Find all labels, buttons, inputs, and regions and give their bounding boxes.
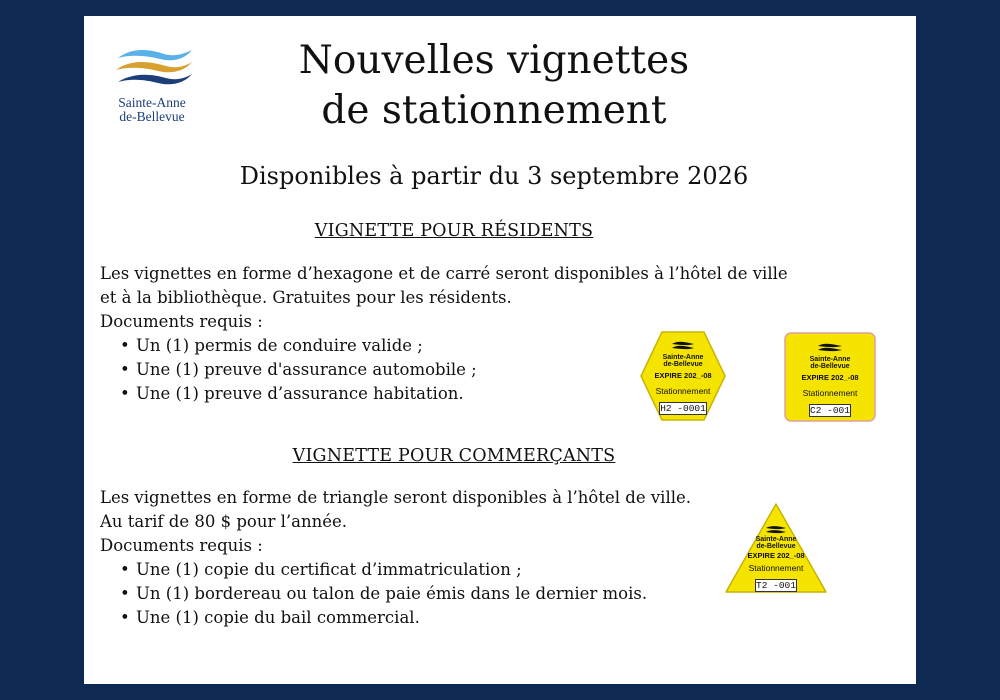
square-sticker bbox=[784, 332, 876, 422]
list-item: • Un (1) bordereau ou talon de paie émis dans le dernier mois. bbox=[120, 582, 720, 606]
sticker-code: H2 -0001 bbox=[660, 403, 706, 414]
sticker-parking: Stationnement bbox=[748, 563, 804, 573]
logo-line-1: Sainte-Anne bbox=[118, 95, 186, 110]
logo-line-2: de-Bellevue bbox=[119, 109, 185, 124]
merchants-doc-list bbox=[100, 558, 720, 630]
hexagon-sticker bbox=[640, 330, 726, 422]
sticker-parking: Stationnement bbox=[802, 388, 858, 398]
sticker-town bbox=[784, 356, 876, 370]
triangle-sticker bbox=[724, 502, 828, 594]
sticker-town-line-2: de-Bellevue bbox=[810, 363, 850, 370]
sticker-town bbox=[724, 536, 828, 550]
merchants-section bbox=[100, 486, 720, 630]
sticker-town-line-2: de-Bellevue bbox=[756, 543, 796, 550]
merchants-line-1: Les vignettes en forme de triangle seront disponibles à l’hôtel de ville. bbox=[100, 488, 692, 507]
sticker-expire: EXPIRE 202_-08 bbox=[654, 371, 712, 380]
sticker-town-line-1: Sainte-Anne bbox=[662, 354, 704, 361]
availability-subtitle: Disponibles à partir du 3 septembre 2026 bbox=[239, 162, 749, 190]
residents-line-1: Les vignettes en forme d’hexagone et de carré seront disponibles à l’hôtel de ville bbox=[100, 264, 788, 283]
list-item: • Une (1) preuve d'assurance automobile ; bbox=[120, 358, 800, 382]
list-item: • Une (1) copie du bail commercial. bbox=[120, 606, 720, 630]
residents-docs-label: Documents requis : bbox=[100, 312, 263, 331]
sticker-parking: Stationnement bbox=[655, 386, 711, 396]
sticker-code-wrap bbox=[784, 400, 876, 418]
residents-heading: VIGNETTE POUR RÉSIDENTS bbox=[314, 221, 594, 241]
residents-line-2: et à la bibliothèque. Gratuites pour les résidents. bbox=[100, 288, 512, 307]
list-item: • Une (1) copie du certificat d’immatriculation ; bbox=[120, 558, 720, 582]
sticker-code: C2 -001 bbox=[810, 405, 850, 416]
merchants-heading: VIGNETTE POUR COMMERÇANTS bbox=[292, 446, 616, 466]
sticker-expire: EXPIRE 202_-08 bbox=[747, 551, 805, 560]
sticker-town-line-1: Sainte-Anne bbox=[755, 536, 797, 543]
logo-text bbox=[108, 96, 196, 124]
merchants-line-2: Au tarif de 80 $ pour l’année. bbox=[100, 512, 347, 531]
sticker-code: T2 -001 bbox=[756, 580, 796, 591]
sticker-code-wrap bbox=[724, 575, 828, 593]
notice-card bbox=[84, 16, 916, 684]
sticker-town bbox=[640, 354, 726, 368]
sticker-expire: EXPIRE 202_-08 bbox=[801, 373, 859, 382]
page-title bbox=[234, 36, 754, 136]
sticker-town-line-1: Sainte-Anne bbox=[809, 356, 851, 363]
list-item: • Un (1) permis de conduire valide ; bbox=[120, 334, 800, 358]
list-item: • Une (1) preuve d’assurance habitation. bbox=[120, 382, 800, 406]
title-line-2: de stationnement bbox=[321, 88, 667, 133]
sticker-code-wrap bbox=[640, 398, 726, 416]
town-logo bbox=[108, 44, 198, 124]
sticker-town-line-2: de-Bellevue bbox=[663, 361, 703, 368]
wave-logo-icon bbox=[112, 44, 194, 92]
merchants-docs-label: Documents requis : bbox=[100, 536, 263, 555]
title-line-1: Nouvelles vignettes bbox=[298, 38, 690, 83]
